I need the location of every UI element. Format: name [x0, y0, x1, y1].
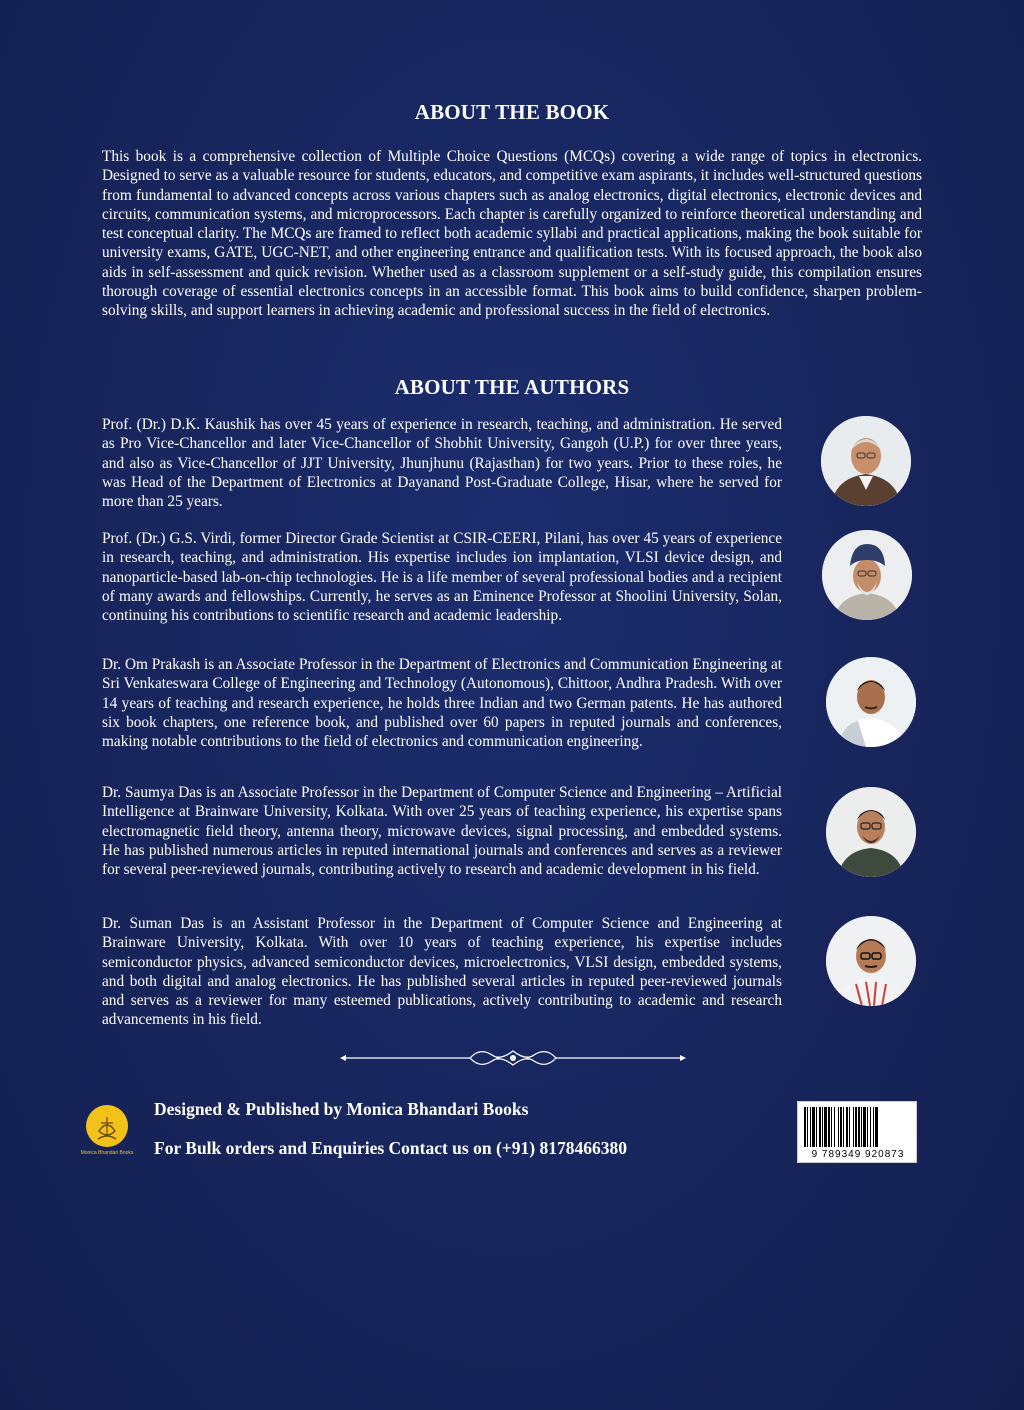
author-bio-4: Dr. Saumya Das is an Associate Professor in the Department of Computer Science and Engineering – Artificial Intelligence at Brainware University, Kolkata. With over 25 years of teaching experience, his expertise spans electromagnetic field theory, antenna theory, microwave devices, signal processing, and embedded systems. He has published numerous articles in reputed international journals and conferences and serves as a reviewer for several peer-reviewed journals, contributing actively to research and academic development in his field. — [102, 784, 782, 879]
bulk-orders-line: For Bulk orders and Enquiries Contact us on (+91) 8178466380 — [154, 1138, 627, 1158]
author-photo-4 — [826, 787, 916, 877]
author-bio-1: Prof. (Dr.) D.K. Kaushik has over 45 years of experience in research, teaching, and administration. He served as Pro Vice-Chancellor and later Vice-Chancellor of Shobhit University, Gangoh (U.P.) for over three years, and also as Vice-Chancellor of JJT University, Jhunjhunu (Rajasthan) for two years. Prior to these roles, he was Head of the Department of Electronics at Dayanand Post-Graduate College, Hisar, where he served for more than 25 years. — [102, 416, 782, 511]
author-photo-3 — [826, 657, 916, 747]
author-photo-1 — [821, 416, 911, 506]
ornamental-divider — [340, 1043, 686, 1073]
publisher-logo — [78, 1101, 136, 1161]
author-photo-2 — [822, 530, 912, 620]
published-by-line: Designed & Published by Monica Bhandari Books — [154, 1099, 529, 1119]
barcode-number: 9 789349 920873 — [811, 1149, 905, 1160]
about-authors-heading: ABOUT THE AUTHORS — [394, 375, 630, 399]
author-photo-5 — [826, 916, 916, 1006]
author-bio-2: Prof. (Dr.) G.S. Virdi, former Director Grade Scientist at CSIR-CEERI, Pilani, has over 45 years of experience in research, teaching, and administration. His expertise includes ion implantation, VLSI device design, and nanoparticle-based lab-on-chip technologies. He is a life member of several professional bodies and a recipient of many awards and fellowships. Currently, he serves as an Eminence Professor at Shoolini University, Solan, continuing his contributions to scientific research and academic leadership. — [102, 530, 782, 625]
author-bio-3: Dr. Om Prakash is an Associate Professor in the Department of Electronics and Communication Engineering at Sri Venkateswara College of Engineering and Technology (Autonomous), Chittoor, Andhra Pradesh. With over 14 years of teaching and research experience, he holds three Indian and two German patents. He has authored six book chapters, one reference book, and published over 60 papers in reputed journals and conferences, making notable contributions to the field of electronics and communication engineering. — [102, 656, 782, 751]
author-bio-5: Dr. Suman Das is an Assistant Professor in the Department of Computer Science and Engineering at Brainware University, Kolkata. With over 10 years of teaching experience, his expertise includes semiconductor physics, advanced semiconductor devices, microelectronics, VLSI design, embedded systems, and both digital and analog electronics. He has published several articles in reputed peer-reviewed journals and serves as a reviewer for many esteemed publications, actively contributing to academic and research advancements in his field. — [102, 915, 782, 1029]
isbn-barcode — [797, 1101, 917, 1163]
about-book-text: This book is a comprehensive collection of Multiple Choice Questions (MCQs) covering a wide range of topics in electronics. Designed to serve as a valuable resource for students, educators, and competitive exam aspirants, it includes well-structured questions from fundamental to advanced concepts across various chapters such as analog electronics, digital electronics, electronic devices and circuits, communication systems, and microprocessors. Each chapter is carefully organized to reinforce theoretical understanding and test conceptual clarity. The MCQs are framed to reflect both academic syllabi and practical applications, making the book suitable for university exams, GATE, UGC-NET, and other engineering entrance and qualification tests. With its focused approach, the book also aids in self-assessment and quick revision. Whether used as a classroom supplement or a self-study guide, this compilation ensures thorough coverage of essential electronics concepts in an accessible format. This book aims to build confidence, sharpen problem-solving skills, and support learners in achieving academic and professional success in the field of electronics. — [102, 148, 922, 320]
publisher-logo-text: Monica Bhandari Books — [80, 1150, 134, 1156]
about-book-heading: ABOUT THE BOOK — [414, 100, 610, 124]
barcode-bars — [798, 1105, 918, 1151]
